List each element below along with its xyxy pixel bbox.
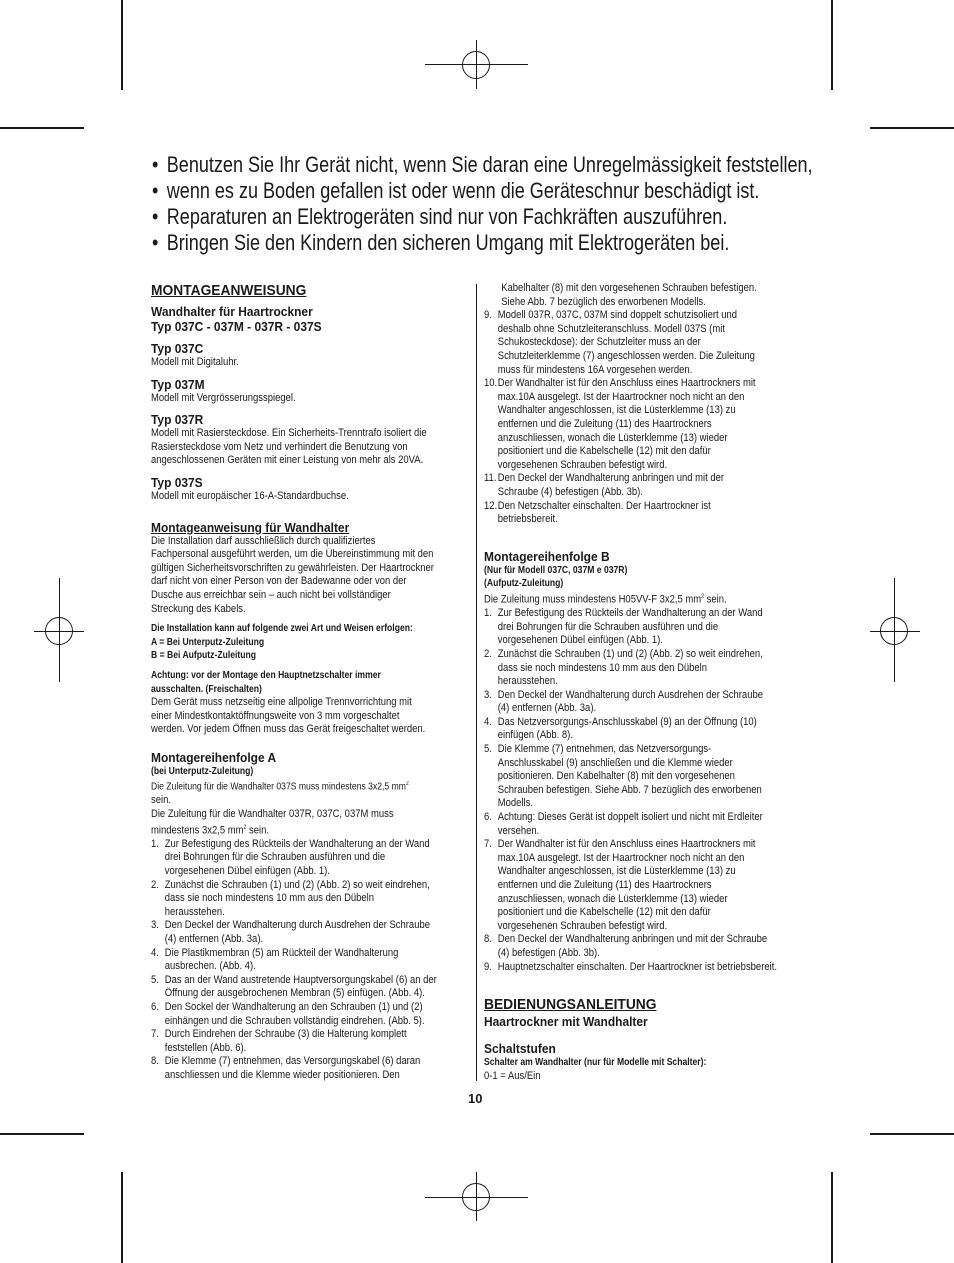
- crop-mark: [0, 1133, 84, 1135]
- bullet-item: • Benutzen Sie Ihr Gerät nicht, wenn Sie daran eine Unregelmässigkeit feststellen,: [152, 152, 710, 178]
- bullet-item-continuation: • wenn es zu Boden gefallen ist oder wenn die Geräteschnur beschädigt ist.: [152, 178, 710, 204]
- list-text: Die Klemme (7) entnehmen, das Netzversorgungs-: [497, 743, 712, 756]
- list-item-continuation: [151, 906, 483, 920]
- list-number: 1.: [484, 607, 492, 620]
- list-item-continuation: [151, 851, 483, 865]
- list-item-continuation: [484, 621, 816, 635]
- subheading-bold: (bei Unterputz-Zuleitung): [151, 765, 254, 777]
- list-text: Das an der Wand austretende Hauptversorgungskabel (6) an der: [164, 973, 437, 986]
- list-text: Wandhalter angeschlossen, ist die Lüsterklemme (13) zu: [497, 865, 736, 878]
- list-item-continuation: [484, 459, 816, 473]
- list-text: einfügen (Abb. 8).: [497, 729, 573, 742]
- list-text: vorgesehenen Schrauben befestigt wird.: [497, 919, 668, 932]
- bold-line: B = Bei Aufputz-Zuleitung: [151, 650, 257, 662]
- list-item-continuation: [484, 784, 816, 798]
- paragraph-line: 0-1 = Aus/Ein: [484, 1069, 541, 1082]
- list-text: Zur Befestigung des Rückteils der Wandhalterung an der Wand: [164, 837, 430, 850]
- list-text: (4) entfernen (Abb. 3a).: [164, 932, 264, 945]
- list-text: Zunächst die Schrauben (1) und (2) (Abb. 2) so weit eindrehen,: [497, 647, 763, 660]
- list-text: Den Deckel der Wandhalterung durch Ausdrehen der Schraube: [164, 919, 430, 932]
- list-text: (4) entfernen (Abb. 3a).: [497, 702, 597, 715]
- list-item: [151, 1055, 483, 1069]
- list-item: [484, 743, 816, 757]
- montagereihenfolge-b-heading: Montagereihenfolge B: [484, 548, 610, 564]
- list-item-continuation: [484, 702, 816, 716]
- list-number: 6.: [151, 1000, 159, 1013]
- list-item-continuation: [484, 445, 816, 459]
- list-number: 4.: [484, 715, 492, 728]
- list-number: 11.: [484, 472, 497, 485]
- type-description: Modell mit Vergrösserungsspiegel.: [151, 391, 296, 404]
- list-item-continuation: [151, 1069, 483, 1083]
- list-item-continuation: [484, 513, 816, 527]
- bold-line: A = Bei Unterputz-Zuleitung: [151, 636, 265, 648]
- list-item: [484, 716, 816, 730]
- wandhalter-heading: Montageanweisung für Wandhalter: [151, 519, 350, 535]
- list-item-continuation: [484, 323, 816, 337]
- subtitle: Typ 037C - 037M - 037R - 037S: [151, 319, 322, 334]
- list-item-continuation: [151, 987, 483, 1001]
- list-number: 3.: [484, 688, 492, 701]
- list-text: Der Wandhalter ist für den Anschluss eines Haartrockners mit: [497, 377, 756, 390]
- list-number: 12.: [484, 499, 498, 512]
- list-text: feststellen (Abb. 6).: [164, 1041, 247, 1054]
- list-text: Den Deckel der Wandhalterung anbringen und mit der: [497, 472, 725, 485]
- list-text: Schrauben befestigen. Siehe Abb. 7 bezüglich des erworbenen: [497, 783, 762, 796]
- list-text: versehen.: [497, 824, 540, 837]
- list-item: [484, 607, 816, 621]
- list-text: Den Deckel der Wandhalterung anbringen und mit der Schraube: [497, 933, 768, 946]
- type-heading: Typ 037R: [151, 412, 204, 428]
- list-text: Hauptnetzschalter einschalten. Der Haartrockner ist betriebsbereit.: [497, 960, 777, 973]
- list-item-continuation: [484, 675, 816, 689]
- list-item: [484, 838, 816, 852]
- montagereihenfolge-a-heading: Montagereihenfolge A: [151, 749, 277, 765]
- list-item-continuation: [484, 634, 816, 648]
- section-title-montageanweisung: MONTAGEANWEISUNG: [151, 282, 307, 299]
- list-number: 6.: [484, 811, 492, 824]
- list-item-continuation: [484, 893, 816, 907]
- list-item-continuation: [484, 879, 816, 893]
- intro-line: Die Zuleitung für die Wandhalter 037R, 037C, 037M muss: [151, 807, 394, 820]
- list-text: Schukosteckdose): der Schutzleiter muss an der: [497, 336, 701, 349]
- paragraph-line: werden. Vor jedem Öffnen muss das Gerät freigeschaltet werden.: [151, 723, 426, 736]
- list-text: Der Wandhalter ist für den Anschluss eines Haartrockners mit: [497, 838, 756, 851]
- list-item: [484, 811, 816, 825]
- list-text: Zunächst die Schrauben (1) und (2) (Abb. 2) so weit eindrehen,: [164, 878, 430, 891]
- list-item-continuation: [484, 825, 816, 839]
- crop-mark: [870, 1133, 954, 1135]
- list-item: [151, 947, 483, 961]
- list-item-continuation: [484, 336, 816, 350]
- list-text: Öffnung der ausgebrochenen Membran (5) einfügen. (Abb. 4).: [164, 987, 425, 1000]
- list-item-continuation: [151, 960, 483, 974]
- list-text: betriebsbereit.: [497, 513, 558, 526]
- paragraph-line: Dusche aus erreichbar sein – auch nicht bei vollständiger: [151, 588, 391, 601]
- subtitle: Haartrockner mit Wandhalter: [484, 1014, 648, 1030]
- list-text: einhängen und die Schrauben vollständig eindrehen. (Abb. 5).: [164, 1014, 425, 1027]
- crop-mark: [870, 127, 954, 129]
- page-number: 10: [468, 1091, 483, 1106]
- list-item: [151, 974, 483, 988]
- type-heading: Typ 037M: [151, 376, 205, 392]
- list-text: (4) befestigen (Abb. 3b).: [497, 946, 600, 959]
- list-item: [484, 472, 816, 486]
- list-item-continuation: [151, 1042, 483, 1056]
- type-description: Modell mit Rasiersteckdose. Ein Sicherheits-Trenntrafo isoliert die: [151, 427, 427, 440]
- list-item-continuation: [484, 947, 816, 961]
- safety-bullet-list: [152, 152, 832, 256]
- list-item: [484, 933, 816, 947]
- crop-mark: [0, 127, 84, 129]
- list-item-continuation: [484, 797, 816, 811]
- list-item: [484, 309, 816, 323]
- list-item-continuation: [484, 391, 816, 405]
- list-item-continuation: [484, 418, 816, 432]
- list-text: Durch Eindrehen der Schraube (3) die Halterung komplett: [164, 1028, 407, 1041]
- list-item-continuation: [151, 933, 483, 947]
- list-number: 9.: [484, 960, 492, 973]
- list-item-continuation: [484, 906, 816, 920]
- list-item-continuation: [484, 865, 816, 879]
- list-text: anzuschliessen, wonach die Lüsterklemme (13) wieder: [497, 431, 728, 444]
- paragraph-line: Die Installation darf ausschließlich durch qualifiziertes: [151, 534, 376, 547]
- list-item-continuation: [484, 404, 816, 418]
- list-number: 8.: [484, 933, 492, 946]
- list-item-continuation: [484, 486, 816, 500]
- list-item-continuation: [484, 757, 816, 771]
- intro-line: sein.: [151, 794, 171, 807]
- list-item: [484, 648, 816, 662]
- list-text: Das Netzversorgungs-Anschlusskabel (9) an der Öffnung (10): [497, 715, 757, 728]
- crop-mark: [121, 1172, 123, 1263]
- list-item: [151, 1028, 483, 1042]
- list-number: 7.: [151, 1028, 159, 1041]
- list-text: Anschlusskabel (9) anschließen und die Klemme wieder: [497, 756, 733, 769]
- list-text: Schutzleiterklemme (7) angeschlossen werden. Die Zuleitung: [497, 349, 755, 362]
- list-text: Modell 037R, 037C, 037M sind doppelt schutzisoliert und: [497, 309, 738, 322]
- subheading-bold: (Nur für Modell 037C, 037M e 037R): [484, 564, 628, 576]
- list-text: Den Sockel der Wandhalterung an den Schrauben (1) und (2): [164, 1000, 423, 1013]
- list-item-continuation: [484, 920, 816, 934]
- list-number: 10.: [484, 377, 498, 390]
- list-item-continuation: [484, 662, 816, 676]
- type-description: angeschlossenen Geräten mit einer Leistung von mehr als 20VA.: [151, 454, 424, 467]
- subtitle: Wandhalter für Haartrockner: [151, 304, 313, 319]
- list-text: Wandhalter angeschlossen, ist die Lüsterklemme (13) zu: [497, 404, 736, 417]
- list-item: [484, 377, 816, 391]
- list-item: [484, 500, 816, 514]
- list-text: vorgesehenen Schrauben befestigt wird.: [497, 458, 668, 471]
- crop-mark: [121, 0, 123, 90]
- list-number: 8.: [151, 1055, 159, 1068]
- list-text: anschliessen und die Klemme wieder positionieren. Den: [164, 1068, 400, 1081]
- list-text: max.10A ausgelegt. Ist der Haartrockner noch nicht an den: [497, 851, 745, 864]
- list-text: muss für mindestens 16A vorgesehen werden.: [497, 363, 693, 376]
- list-text: anzuschliessen, wonach die Lüsterklemme (13) wieder: [497, 892, 728, 905]
- paragraph-line: einer Mindestkontaktöffnungsweite von 3 mm vorgeschaltet: [151, 709, 400, 722]
- list-number: 7.: [484, 838, 492, 851]
- right-column: [484, 282, 802, 1083]
- list-text: drei Bohrungen für die Schrauben ausführen und die: [164, 851, 386, 864]
- type-description: Modell mit europäischer 16-A-Standardbuchse.: [151, 489, 349, 502]
- list-text: Die Plastikmembran (5) am Rückteil der Wandhalterung: [164, 946, 399, 959]
- type-heading: Typ 037C: [151, 341, 204, 356]
- list-item: [151, 919, 483, 933]
- list-text: entfernen und die Zuleitung (11) des Haartrockners: [497, 417, 712, 430]
- subheading-bold: (Aufputz-Zuleitung): [484, 578, 564, 590]
- list-item-continuation: [484, 729, 816, 743]
- paragraph-line: gültigen Sicherheitsvorschriften zu gewährleisten. Der Haartrockner: [151, 561, 434, 574]
- list-number: 4.: [151, 946, 159, 959]
- left-column: [151, 282, 469, 1083]
- list-number: 9.: [484, 309, 492, 322]
- list-number: 2.: [484, 647, 492, 660]
- type-heading: Typ 037S: [151, 474, 203, 490]
- list-item: [151, 838, 483, 852]
- list-item-continuation: [484, 432, 816, 446]
- list-text: positioniert und die Kabelschelle (12) mit den dafür: [497, 906, 711, 919]
- instruction-list-b: [484, 607, 802, 974]
- list-item: [151, 879, 483, 893]
- intro-line: mindestens 3x2,5 $mm^2$ sein.: [151, 824, 270, 837]
- list-number: 1.: [151, 837, 159, 850]
- list-text: Schraube (4) befestigen (Abb. 3b).: [497, 485, 643, 498]
- section-title-bedienungsanleitung: BEDIENUNGSANLEITUNG: [484, 996, 657, 1014]
- list-text: Die Klemme (7) entnehmen, das Versorgungskabel (6) daran: [164, 1055, 421, 1068]
- list-text: drei Bohrungen für die Schrauben ausführen und die: [497, 620, 719, 633]
- list-item-continuation: [151, 865, 483, 879]
- list-text: dass sie noch mindestens 10 mm aus den Dübeln: [164, 892, 375, 905]
- instruction-list-a: [151, 838, 469, 1083]
- paragraph-line: Dem Gerät muss netzseitig eine allpolige Trennvorrichtung mit: [151, 696, 412, 709]
- list-text: deshalb ohne Schutzleiteranschluss. Modell 037S (mit: [497, 322, 725, 335]
- list-text: positioniert und die Kabelschelle (12) mit den dafür: [497, 445, 711, 458]
- warning-bold-line: ausschalten. (Freischalten): [151, 683, 262, 695]
- continuation-line: Siehe Abb. 7 bezüglich des erworbenen Modells.: [501, 295, 706, 308]
- list-item: [484, 689, 816, 703]
- list-text: max.10A ausgelegt. Ist der Haartrockner noch nicht an den: [497, 390, 745, 403]
- list-text: Den Deckel der Wandhalterung durch Ausdrehen der Schraube: [497, 688, 763, 701]
- crop-mark: [831, 1172, 833, 1263]
- list-number: 5.: [151, 973, 159, 986]
- list-text: Den Netzschalter einschalten. Der Haartrockner ist: [497, 499, 711, 512]
- paragraph-line: darf nicht von einer Person von der Badewanne oder von der: [151, 575, 407, 588]
- paragraph-line: Fachpersonal ausgeführt werden, um die Übereinstimmung mit den: [151, 548, 434, 561]
- schaltstufen-heading: Schaltstufen: [484, 1041, 556, 1057]
- list-text: Zur Befestigung des Rückteils der Wandhalterung an der Wand: [497, 607, 763, 620]
- instruction-list-continued: [484, 309, 802, 527]
- bullet-item: • Bringen Sie den Kindern den sicheren Umgang mit Elektrogeräten bei.: [152, 230, 710, 256]
- list-text: herausstehen.: [497, 675, 558, 688]
- continuation-line: Kabelhalter (8) mit den vorgesehenen Schrauben befestigen.: [501, 282, 757, 294]
- list-item-continuation: [484, 852, 816, 866]
- list-number: 2.: [151, 878, 159, 891]
- list-number: 3.: [151, 919, 159, 932]
- list-text: entfernen und die Zuleitung (11) des Haartrockners: [497, 879, 712, 891]
- crop-mark: [831, 0, 833, 90]
- type-description: Modell mit Digitaluhr.: [151, 356, 239, 368]
- type-description: Rasiersteckdose vom Netz und verhindert die Benutzung von: [151, 440, 408, 453]
- intro-line: Die Zuleitung muss mindestens H05VV-F 3x2,5 $mm^2$ sein.: [484, 593, 727, 606]
- bold-line: Schalter am Wandhalter (nur für Modelle mit Schalter):: [484, 1057, 707, 1069]
- list-text: herausstehen.: [164, 905, 225, 918]
- list-item-continuation: [484, 770, 816, 784]
- list-text: vorgesehenen Dübel einfügen (Abb. 1).: [497, 634, 663, 647]
- list-item: [151, 1001, 483, 1015]
- paragraph-line: Streckung des Kabels.: [151, 602, 246, 615]
- bold-line: Die Installation kann auf folgende zwei Art und Weisen erfolgen:: [151, 623, 413, 635]
- list-item-continuation: [151, 1015, 483, 1029]
- list-text: positionieren. Den Kabelhalter (8) mit den vorgesehenen: [497, 770, 735, 783]
- list-item-continuation: [484, 364, 816, 378]
- list-number: 5.: [484, 743, 492, 756]
- list-text: dass sie noch mindestens 10 mm aus den Dübeln: [497, 661, 708, 674]
- list-text: ausbrechen. (Abb. 4).: [164, 960, 256, 973]
- list-item-continuation: [484, 350, 816, 364]
- list-text: Modells.: [497, 797, 533, 810]
- list-item: [484, 961, 816, 975]
- list-text: vorgesehenen Dübel einfügen (Abb. 1).: [164, 865, 330, 878]
- bullet-item: • Reparaturen an Elektrogeräten sind nur von Fachkräften auszuführen.: [152, 204, 710, 230]
- list-text: Achtung: Dieses Gerät ist doppelt isoliert und nicht mit Erdleiter: [497, 811, 763, 824]
- warning-bold-line: Achtung: vor der Montage den Hauptnetzschalter immer: [151, 669, 381, 681]
- list-item-continuation: [151, 892, 483, 906]
- intro-line: Die Zuleitung für die Wandhalter 037S muss mindestens 3x2,5 $mm^2$: [151, 781, 409, 793]
